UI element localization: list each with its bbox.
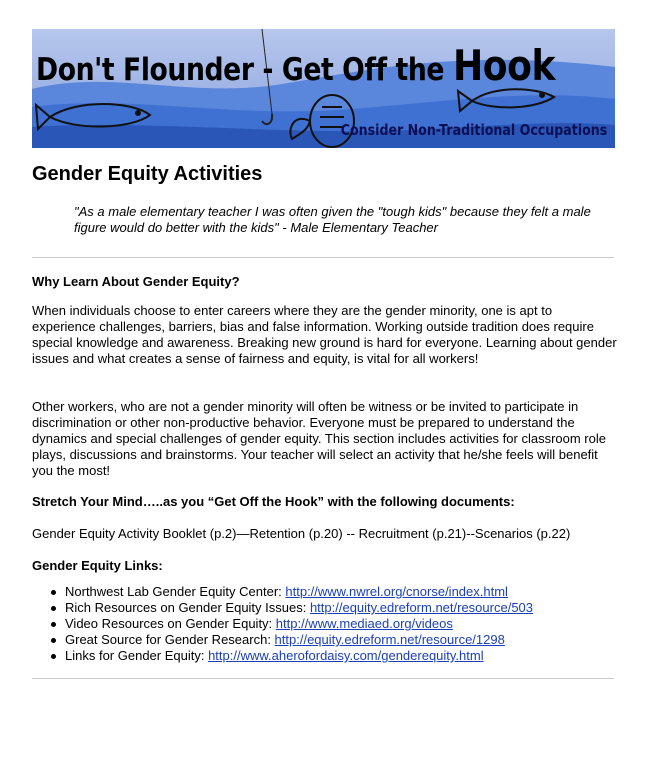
link-nwrel[interactable]: http://www.nwrel.org/cnorse/index.html <box>285 584 508 599</box>
list-item <box>32 648 533 664</box>
links-heading: Gender Equity Links: <box>32 558 163 573</box>
quote: "As a male elementary teacher I was often given the "tough kids" because they felt a male figure would do better with the kids" - Male Elementary Teacher <box>74 204 591 235</box>
list-item <box>32 632 533 648</box>
link-label: Northwest Lab Gender Equity Center: <box>65 584 286 599</box>
link-label: Rich Resources on Gender Equity Issues: <box>65 600 310 615</box>
list-item <box>32 600 533 616</box>
links-list <box>32 584 533 664</box>
link-mediaed[interactable]: http://www.mediaed.org/videos <box>275 616 453 631</box>
banner-subtitle: Consider Non-Traditional Occupations <box>340 121 607 139</box>
link-label: Links for Gender Equity: <box>65 648 209 663</box>
link-label: Great Source for Gender Research: <box>65 632 275 647</box>
banner-title-text: Don't Flounder - Get Off the <box>36 52 453 88</box>
header-banner <box>32 29 615 148</box>
stretch-heading: Stretch Your Mind…..as you “Get Off the Hook” with the following documents: <box>32 494 515 509</box>
list-item <box>32 584 533 600</box>
link-edreform-503[interactable]: http://equity.edreform.net/resource/503 <box>309 600 534 615</box>
link-edreform-1298[interactable]: http://equity.edreform.net/resource/1298 <box>274 632 505 647</box>
banner-title-hook: Hook <box>452 41 556 90</box>
why-paragraph-1: When individuals choose to enter careers where they are the gender minority, one is apt to experience challenges, barriers, bias and false information. Working outside tradition does require special knowledge and awareness. Breaking new ground is hard for everyone. Learning about gender issues and what creates a sense of fairness and equity, is vital for all workers! <box>32 303 617 366</box>
link-label: Video Resources on Gender Equity: <box>65 616 276 631</box>
banner-title <box>36 41 555 90</box>
list-item <box>32 616 533 632</box>
why-heading: Why Learn About Gender Equity? <box>32 274 240 289</box>
divider-bottom <box>32 678 614 679</box>
divider-top <box>32 257 614 258</box>
link-aherofordaisy[interactable]: http://www.aherofordaisy.com/genderequity.html <box>208 648 484 663</box>
page-title: Gender Equity Activities <box>32 163 263 185</box>
documents-line: Gender Equity Activity Booklet (p.2)—Retention (p.20) -- Recruitment (p.21)--Scenarios (p.22) <box>32 526 571 541</box>
why-paragraph-2: Other workers, who are not a gender minority will often be witness or be invited to participate in discrimination or other non-productive behavior. Everyone must be prepared to understand the dynamics and special challenges of gender equity. This section includes activities for classroom role plays, discussions and brainstorms. Your teacher will select an activity that he/she feels will benefit you the most! <box>32 399 606 478</box>
